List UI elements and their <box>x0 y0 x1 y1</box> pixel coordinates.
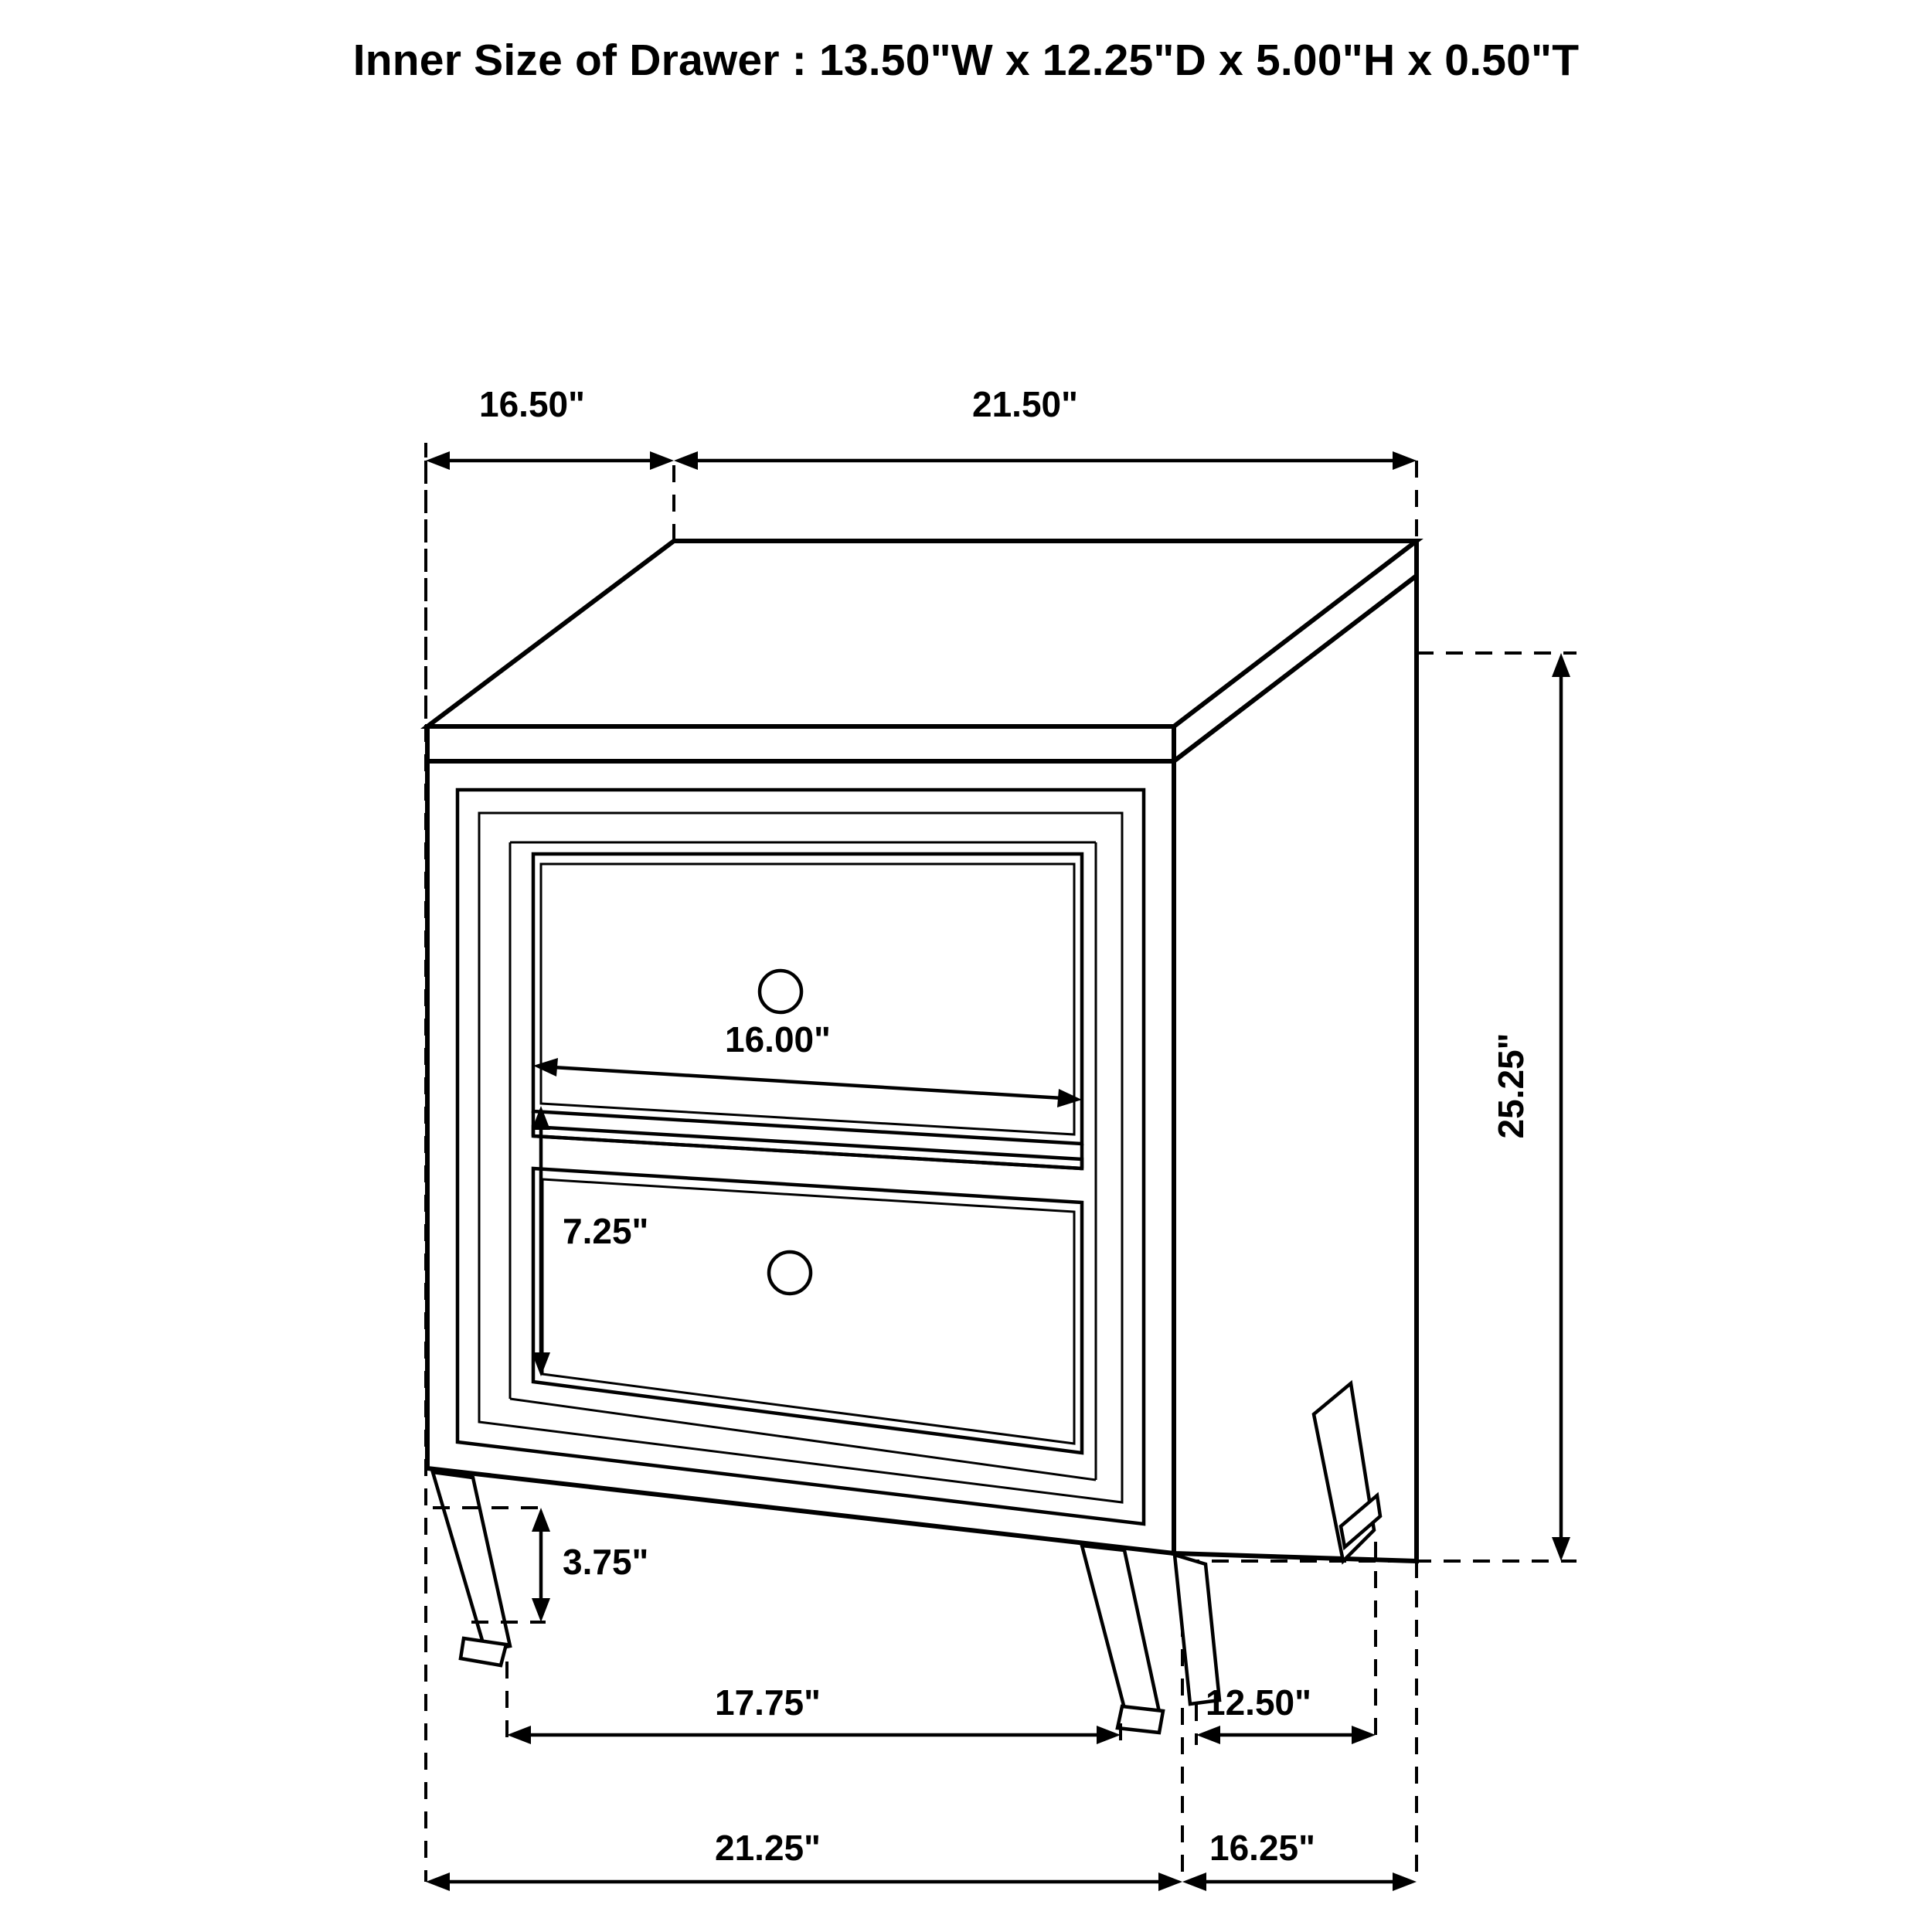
dimension-label-drawer-width: 16.00" <box>725 1019 831 1060</box>
dimension-label-drawer-height: 7.25" <box>563 1211 649 1251</box>
dimension-label-leg-span-side: 12.50" <box>1206 1682 1311 1723</box>
dimension-label-base-width: 21.25" <box>715 1828 821 1868</box>
dimension-label-leg-span-front: 17.75" <box>715 1682 821 1723</box>
page-title: Inner Size of Drawer : 13.50"W x 12.25"D x 5.00"H x 0.50"T <box>352 36 1580 85</box>
knob-lower-drawer <box>769 1252 811 1294</box>
dimension-label-depth-top: 16.50" <box>479 384 585 424</box>
dimension-label-base-depth: 16.25" <box>1209 1828 1315 1868</box>
dimension-label-leg-height: 3.75" <box>563 1542 649 1582</box>
dimension-label-total-height: 25.25" <box>1491 1032 1531 1139</box>
knob-upper-drawer <box>760 971 801 1012</box>
dimension-label-width-top: 21.50" <box>972 384 1078 424</box>
